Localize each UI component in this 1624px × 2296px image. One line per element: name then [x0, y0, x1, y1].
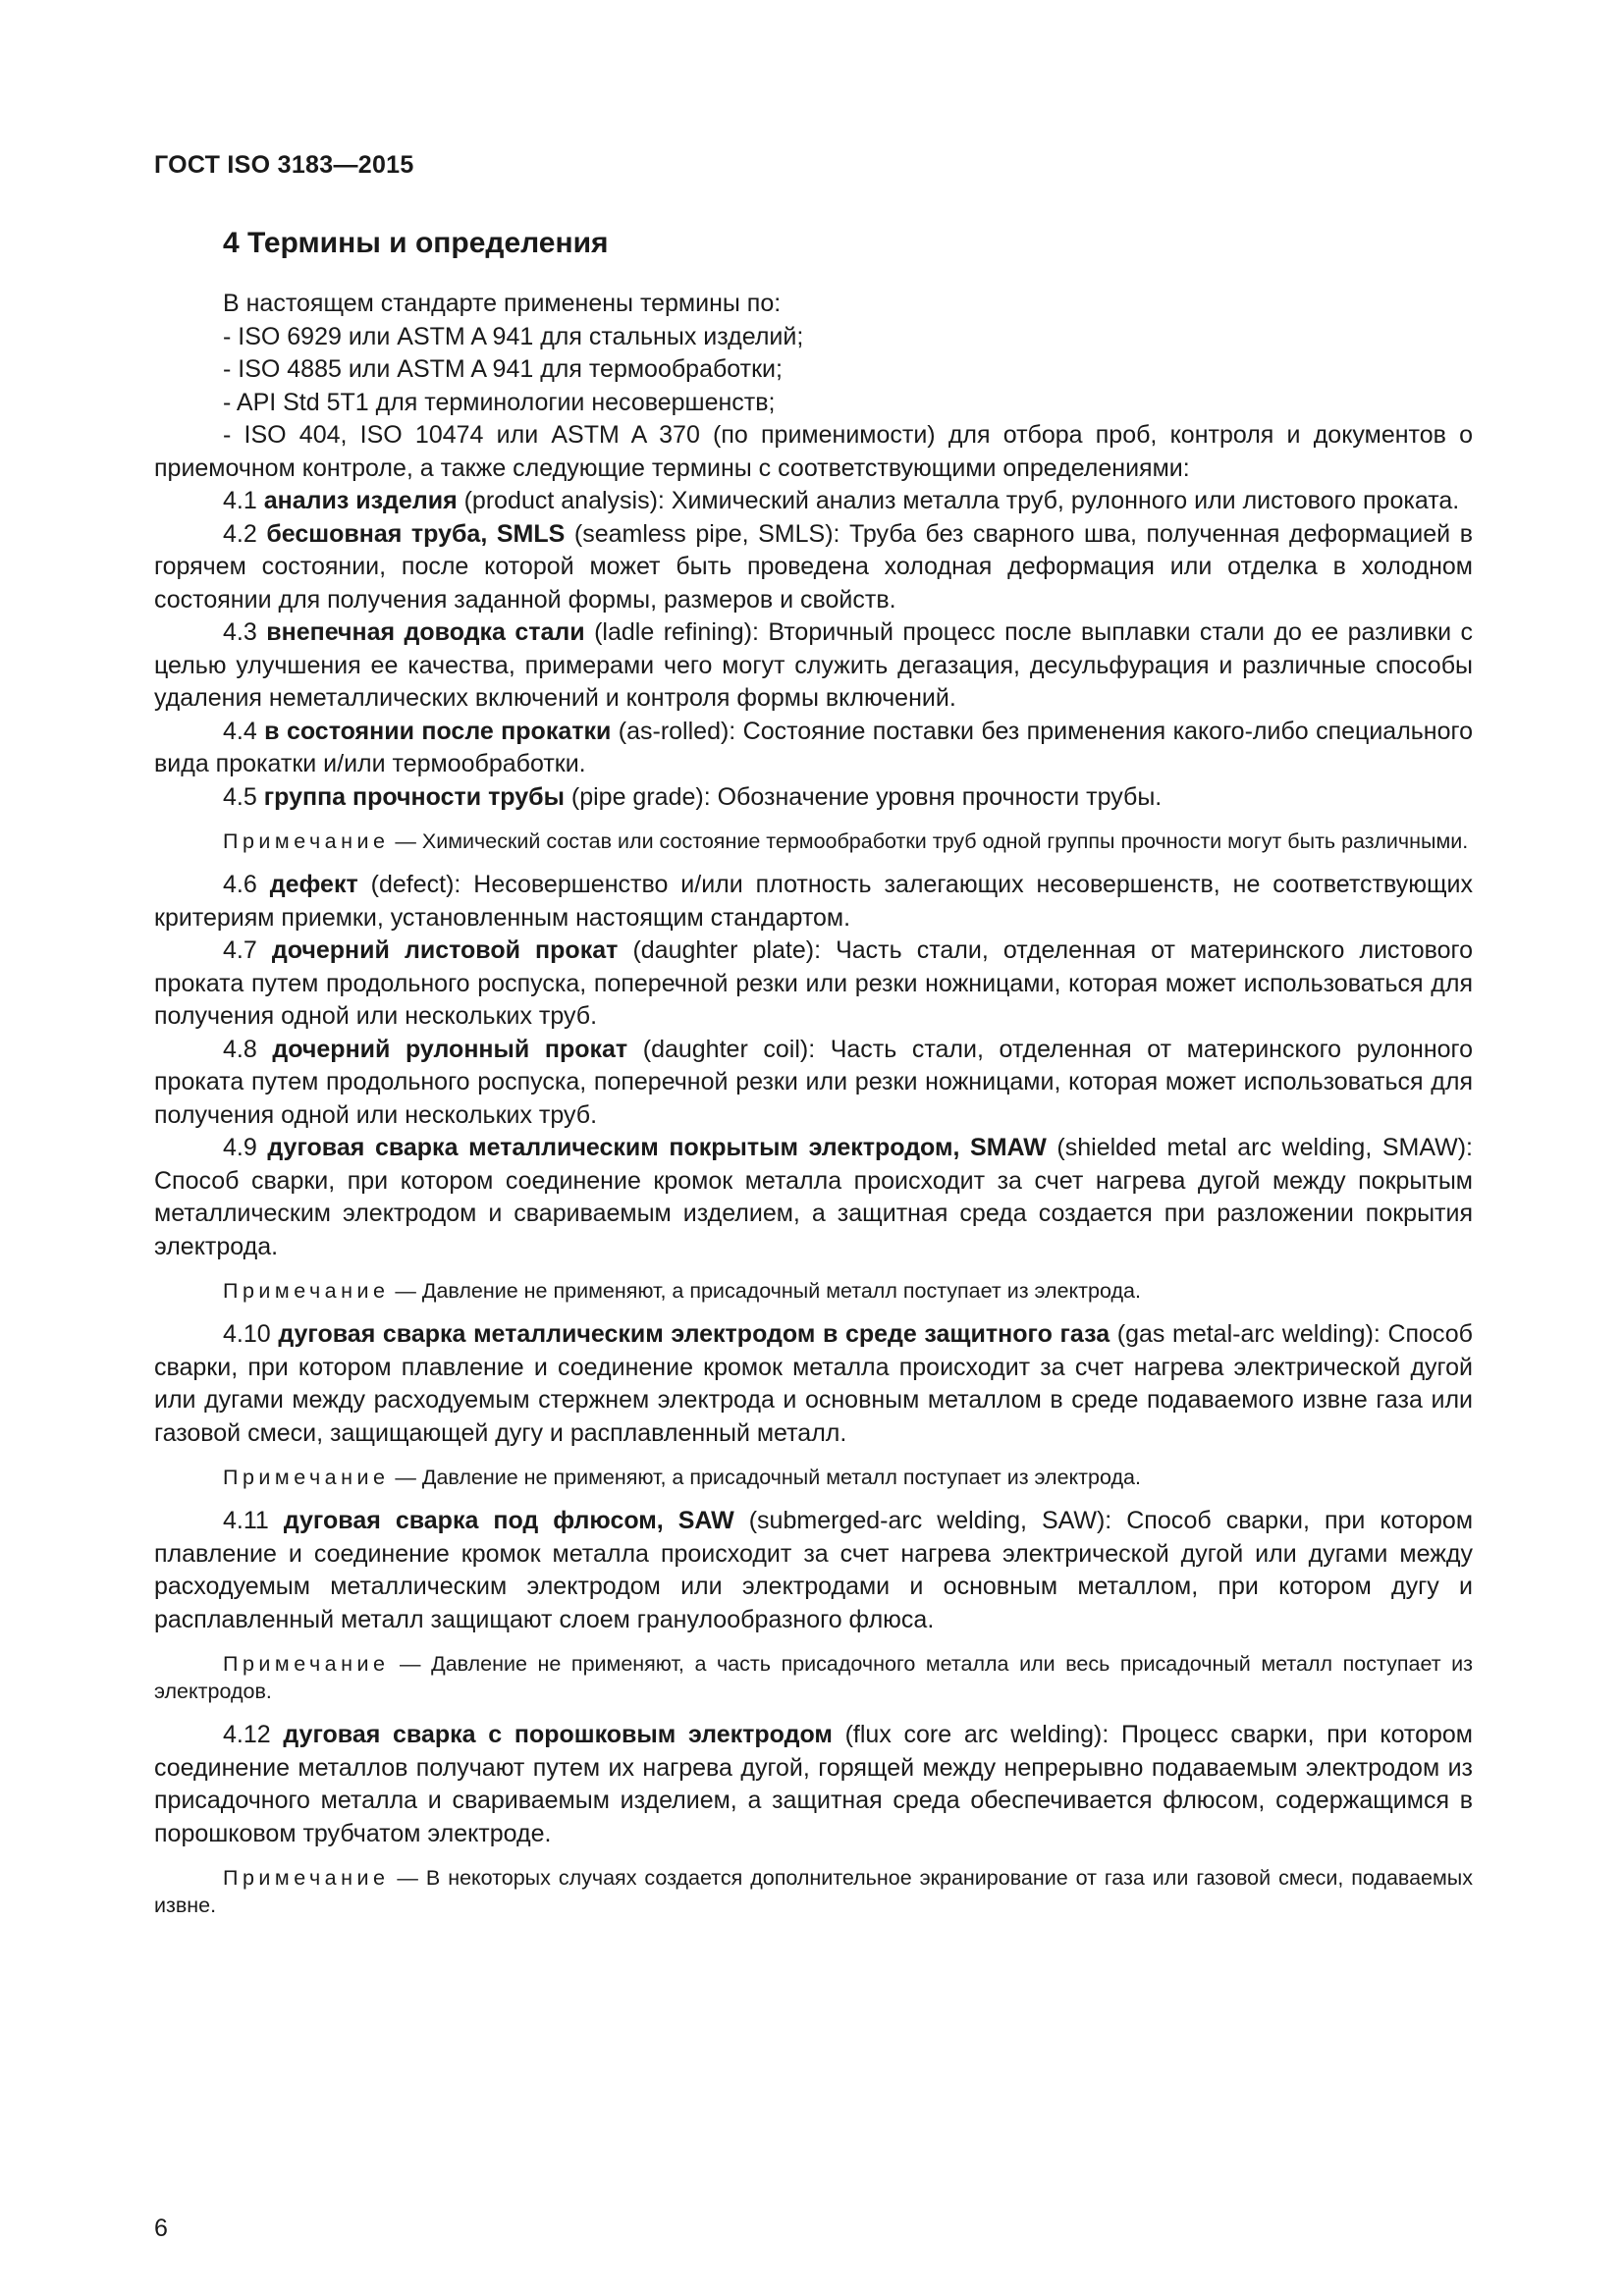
term-name: дуговая сварка металлическим электродом в среде защитного газа	[278, 1320, 1110, 1348]
term-4-12	[154, 1719, 1473, 1850]
term-definition: (seamless pipe, SMLS): Труба без сварного шва, полученная деформацией в горячем состоянии, после которой может быть проведена холодная деформация или отделка в холодном состоянии для получения заданной формы, размеров и свойств.	[154, 519, 1473, 614]
term-definition: (flux core arc welding): Процесс сварки, при котором соединение металлов получают путем их нагрева дугой, горящей между непрерывно подаваемым электродом из присадочного металла и свариваемым изделием, а защитная среда обеспечивается флюсом, содержащимся в порошковом трубчатом электроде.	[154, 1721, 1473, 1847]
term-definition: (submerged-arc welding, SAW): Способ сварки, при котором плавление и соединение кромок металла происходит за счет нагрева электрической дугой или дугами между расходуемым металлическим электродом или электродами и основным металлом, при котором дугу и расплавленный металл защищают слоем гранулообразного флюса.	[154, 1507, 1474, 1633]
term-definition: (gas metal-arc welding): Способ сварки, при котором плавление и соединение кромок металла происходит за счет нагрева электрической дугой или дугами между расходуемым стержнем электрода и основным металлом в среде подаваемого извне газа или газовой смеси, защищающей дугу и расплавленный металл.	[154, 1320, 1473, 1447]
term-4-3	[154, 616, 1473, 716]
term-number: 4.12	[223, 1721, 271, 1748]
note-text: В некоторых случаях создается дополнительное экранирование от газа или газовой смеси, подаваемых извне.	[154, 1866, 1473, 1917]
term-4-11	[154, 1505, 1473, 1636]
document-body	[154, 288, 1473, 1933]
term-name: дефект	[269, 871, 358, 898]
term-number: 4.6	[223, 871, 257, 898]
term-number: 4.7	[223, 936, 257, 964]
term-4-6	[154, 869, 1473, 934]
note-label: Примечание	[223, 1279, 390, 1303]
note-label: Примечание	[223, 1652, 390, 1676]
note-text: Давление не применяют, а часть присадочного металла или весь присадочный металл поступает из электродов.	[154, 1652, 1473, 1703]
note-label: Примечание	[223, 829, 390, 853]
term-number: 4.1	[223, 487, 257, 514]
term-name: в состоянии после прокатки	[264, 717, 612, 745]
intro-item: - ISO 404, ISO 10474 или ASTM A 370 (по применимости) для отбора проб, контроля и документов о приемочном контроле, а также следующие термины с соответствующими определениями:	[154, 421, 1473, 482]
term-definition: (shielded metal arc welding, SMAW): Способ сварки, при котором соединение кромок металла происходит за счет нагрева дугой между покрытым металлическим электродом и свариваемым изделием, а защитная среда создается при разложении покрытия электрода.	[154, 1134, 1473, 1260]
note-label: Примечание	[223, 1866, 390, 1890]
term-definition: (pipe grade): Обозначение уровня прочности трубы.	[564, 782, 1163, 811]
term-name: внепечная доводка стали	[266, 618, 585, 646]
term-definition: (ladle refining): Вторичный процесс после выплавки стали до ее разливки с целью улучшения ее качества, примерами чего могут служить дегазация, десульфурация и различные способы удаления неметаллических включений и контроля формы включений.	[154, 618, 1474, 712]
term-definition: (product analysis): Химический анализ металла труб, рулонного или листового проката.	[457, 487, 1460, 514]
intro-item: - ISO 6929 или ASTM A 941 для стальных изделий;	[223, 322, 804, 350]
term-4-5	[154, 781, 1473, 815]
term-number: 4.9	[223, 1134, 257, 1161]
note-dash: —	[389, 1866, 426, 1890]
note-dash: —	[389, 1652, 432, 1676]
term-number: 4.3	[223, 618, 257, 646]
term-number: 4.2	[223, 519, 257, 548]
note-4-11	[154, 1650, 1473, 1705]
intro-lead: В настоящем стандарте применены термины по:	[223, 290, 782, 317]
term-name: дуговая сварка металлическим покрытым электродом, SMAW	[267, 1134, 1047, 1161]
term-name: бесшовная труба, SMLS	[266, 519, 566, 548]
note-4-12	[154, 1864, 1473, 1919]
note-dash: —	[389, 1279, 422, 1303]
term-4-8	[154, 1034, 1473, 1133]
term-name: анализ изделия	[263, 487, 458, 514]
term-number: 4.10	[223, 1320, 271, 1348]
term-name: дочерний листовой прокат	[271, 936, 619, 964]
term-definition: (as-rolled): Состояние поставки без применения какого-либо специального вида прокатки и/или термообработки.	[154, 717, 1473, 777]
term-4-1	[154, 485, 1473, 518]
term-definition: (daughter coil): Часть стали, отделенная от материнского рулонного проката путем продольного роспуска, поперечной резки или резки ножницами, которая может использоваться для получения одной или нескольких труб.	[154, 1035, 1474, 1129]
term-definition: (daughter plate): Часть стали, отделенная от материнского листового проката путем продольного роспуска, поперечной резки или резки ножницами, которая может использоваться для получения одной или нескольких труб.	[154, 936, 1473, 1030]
term-number: 4.4	[223, 717, 257, 745]
term-number: 4.5	[223, 782, 257, 811]
term-definition: (defect): Несовершенство и/или плотность залегающих несовершенств, не соответствующих критериям приемки, установленным настоящим стандартом.	[154, 871, 1473, 932]
note-text: Давление не применяют, а присадочный металл поступает из электрода.	[421, 1279, 1141, 1303]
term-4-9	[154, 1132, 1473, 1263]
intro-item: - ISO 4885 или ASTM A 941 для термообработки;	[223, 355, 783, 383]
intro-item: - API Std 5T1 для терминологии несовершенств;	[223, 388, 776, 416]
note-text: Химический состав или состояние термообработки труб одной группы прочности могут быть различными.	[421, 829, 1469, 853]
document-header: ГОСТ ISO 3183—2015	[154, 151, 414, 179]
term-4-7	[154, 934, 1473, 1034]
page-number: 6	[154, 2215, 168, 2242]
note-text: Давление не применяют, а присадочный металл поступает из электрода.	[421, 1466, 1141, 1489]
note-dash: —	[389, 1466, 422, 1489]
term-4-2	[154, 518, 1473, 617]
term-number: 4.8	[223, 1035, 257, 1063]
term-name: дочерний рулонный прокат	[272, 1035, 628, 1063]
term-number: 4.11	[223, 1507, 269, 1534]
note-dash: —	[389, 829, 422, 853]
note-4-10	[154, 1464, 1473, 1491]
term-name: дуговая сварка с порошковым электродом	[283, 1721, 833, 1748]
section-title: 4 Термины и определения	[223, 227, 609, 259]
note-4-9	[154, 1277, 1473, 1305]
note-4-5	[154, 828, 1473, 855]
note-label: Примечание	[223, 1466, 390, 1489]
term-4-10	[154, 1318, 1473, 1450]
term-name: группа прочности трубы	[263, 782, 565, 811]
term-4-4	[154, 716, 1473, 781]
term-name: дуговая сварка под флюсом, SAW	[283, 1507, 734, 1534]
